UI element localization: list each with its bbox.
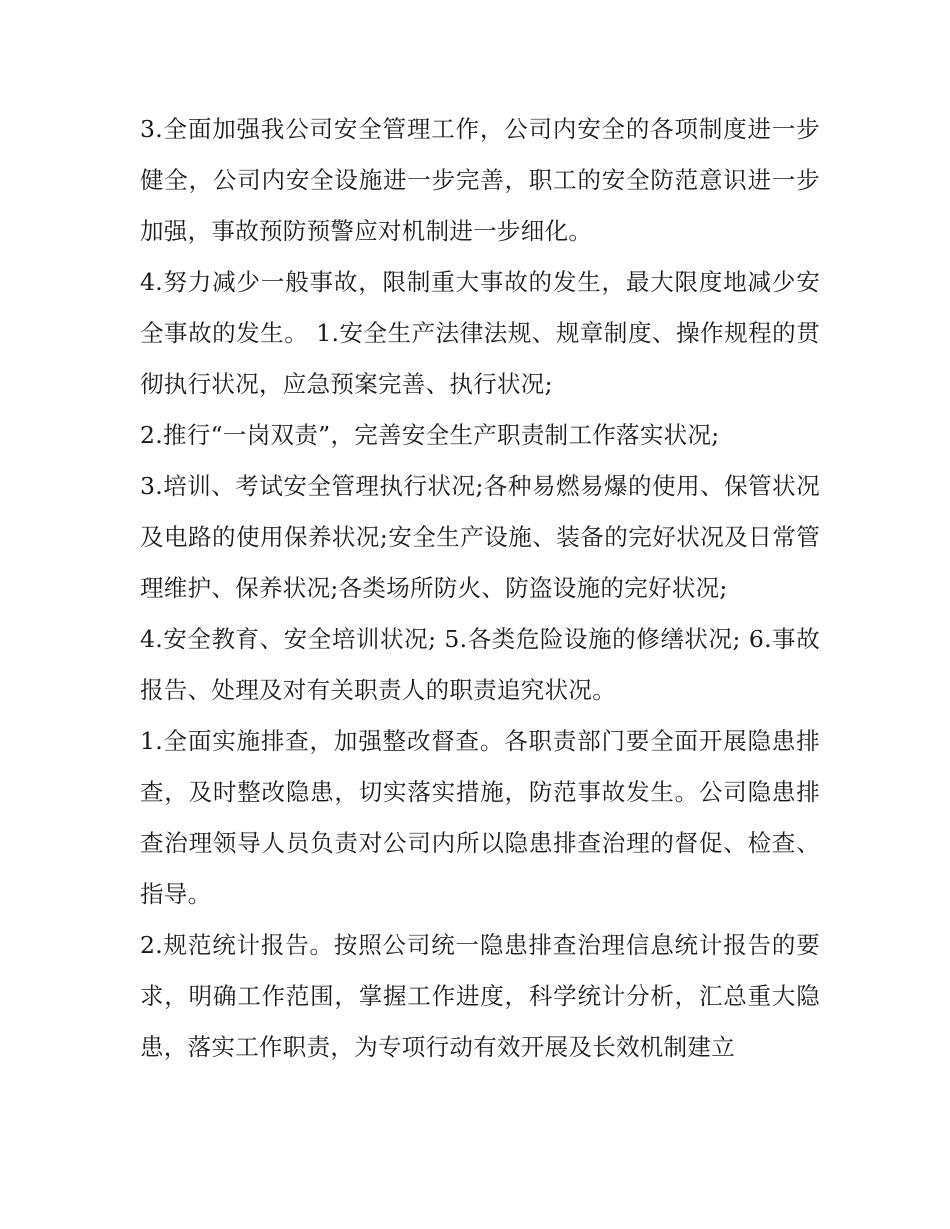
paragraph-goal-4: 4.努力减少一般事故，限制重大事故的发生，最大限度地减少安全事故的发生。 1.安全生产法律法规、规章制度、操作规程的贯彻执行状况，应急预案完善、执行状况; [140,268,820,398]
paragraph-check-2: 2.推行“一岗双责”，完善安全生产职责制工作落实状况; [140,421,720,449]
paragraph-goal-3: 3.全面加强我公司安全管理工作，公司内安全的各项制度进一步健全，公司内安全设施进一步完善，职工的安全防范意识进一步加强，事故预防预警应对机制进一步细化。 [140,115,820,245]
paragraph-measure-2: 2.规范统计报告。按照公司统一隐患排查治理信息统计报告的要求，明确工作范围，掌握工作进度，科学统计分析，汇总重大隐患，落实工作职责，为专项行动有效开展及长效机制建立 [140,931,820,1061]
paragraph-measure-1: 1.全面实施排查，加强整改督查。各职责部门要全面开展隐患排查，及时整改隐患，切实落实措施，防范事故发生。公司隐患排查治理领导人员负责对公司内所以隐患排查治理的督促、检查、指导。 [140,727,820,908]
document-body [140,104,820,1073]
paragraph-check-4-6: 4.安全教育、安全培训状况; 5.各类危险设施的修缮状况; 6.事故报告、处理及对有关职责人的职责追究状况。 [140,625,820,704]
paragraph-check-3: 3.培训、考试安全管理执行状况;各种易燃易爆的使用、保管状况及电路的使用保养状况;安全生产设施、装备的完好状况及日常管理维护、保养状况;各类场所防火、防盗设施的完好状况; [140,472,820,602]
